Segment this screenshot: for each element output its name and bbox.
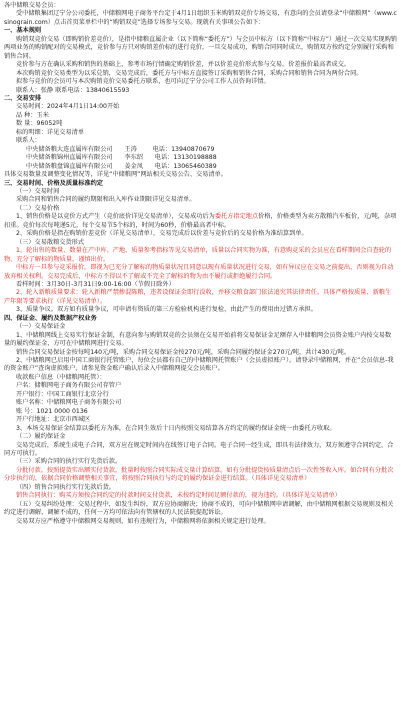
deposit-paragraph-1: 1、中储粮网线上交易实行保证金制，有意向参与购销双竞的会员须在交易开始前将交易保证金足额存入中储粮网会员资金账户内按交易数量的履约保证金，方可在中储粮网进行交易。 xyxy=(4,331,392,348)
new-grain-requirement: 2、轮入新粮质量要求：轮入新粮严禁掺混陈粮，违者设保证金即行没收，并移交粮食部门依法追究其法律责任。具体严格按质量、新粮生产年限等要求执行（详见交易清单）。 xyxy=(4,289,392,305)
delivery-paragraph-2: 中标方一旦参与竞采报价，即视为已充分了解标的物质量状况且同意以现有质量状况进行交易，如有异议应在交易之前提出，否则视为自动放弃相关权利。交易完成后，中标方不得以不了解或不完全了解标的物为由不履行或拒绝履行合同。 xyxy=(4,264,394,280)
company-contact-row: 中央储备粮锦州直属库有限公司 李东绍 电话：13130198888 xyxy=(26,154,217,162)
trade-quantity: 数 量：96052吨 xyxy=(16,120,63,128)
subsection-trade-time: （一）交易时间 xyxy=(16,187,60,195)
dispute-paragraph: （五）交易纠纷处理：交易过程中，如发生纠纷，双方应协商解决；协商不成的，可向中储粮网申请调解，由中储粮网根据交易规则及相关约定进行调解，调解不成的，任何一方均可依法向有管辖权的人民法院提起诉讼。 xyxy=(4,500,394,517)
subsection-purchase-execution: （三）采购合同的执行实行先货后款。 xyxy=(16,458,122,466)
price-text-a: 1、销售价格是以竞价方式产生（竞价底价详见交易清单），交易成功后为 xyxy=(16,213,215,221)
trade-variety: 品 种：玉米 xyxy=(16,111,49,119)
deposit-paragraph-4: 3、本场交易保证金结算以委托方为准，在合同生效后十日内按照交易结算各方约定的履约保证金统一由委托方收取。 xyxy=(16,424,336,432)
section-3-heading: 三、交易时间、价格及质量标准约定 xyxy=(4,179,103,187)
quality-dispute: 3、质量争议。双方如有质量争议，可申请有资质的第三方检验机构进行复检，由此产生的费用由过错方承担。 xyxy=(16,306,317,314)
company-contact-row: 中央储备粮盘锦直属库有限公司 姜金凤 电话：13065460389 xyxy=(26,162,217,170)
rule-paragraph-4: 拟参与竞价的会员可与本次购销竞价交易委托方联系，也可向辽宁分公司工作人员咨询详情。 xyxy=(16,78,270,86)
bank-account-name: 账户名称：中储粮网电子商务有限公司 xyxy=(16,399,122,407)
subsection-performance-bond: （二）履约保证金 xyxy=(16,433,66,441)
subsection-delivery: （三）交易散粮交货形式 xyxy=(16,238,85,246)
section-4-heading: 四、保证金、履约及数据产权业务 xyxy=(4,314,97,322)
delivery-paragraph-1: 1、轮出售的数量、数量在产中库、产地、质量参考指标等见交易清单，质量以合同实物为准，有意购竞采的会员应在看样期间会自查轮的物，充分了解标的物质量，谨慎出价。 xyxy=(4,247,392,263)
trade-list: 标的明细：详见交易清单 xyxy=(16,128,85,136)
intro-paragraph: 受中储粮集团辽宁分公司委托，中储粮网电子商务平台定于4月1日组织玉米购销双竞价专场交易，有意向的会员请登录“中储粮网”（www.csinograin.com）点击首页菜单栏中的“购销双竞”选择专场参与交易。现就有关事项公告如下： xyxy=(4,10,397,26)
price-text-b: 价格，价格类型为卖方散粮汽车板价，元/吨，杂项扣重。竞价每次每吨递5元，每个交易节5个标的，时间为60秒，价格最高者中标。 xyxy=(4,213,397,229)
sample-viewing-time: 看样时间：3月30日-3月31日9:00-16:00（节假日除外） xyxy=(16,280,175,288)
bank-info-title: 收款账户信息（中储粮网托管）： xyxy=(16,373,106,381)
bank-name: 开户银行：中国工商银行北京分行 xyxy=(16,390,109,398)
trade-time: 交易时间：2024年4月1日14:00开始 xyxy=(16,103,120,111)
bank-address: 开户行地址：北京市西城区 xyxy=(16,416,91,424)
contact-line: 联系人：张静 联系电话：13840615593 xyxy=(16,86,130,94)
rule-paragraph-3: 本次购销竞价交易类型为以采兑销，交易完成后，委托方与中标方直接签订采购和销售合同，采购合同和销售合同为两份合同。 xyxy=(16,69,363,77)
rule-paragraph-2: 竞价参与方在确认采购和销售的基础上，参考市场行情确定购销价差，并以价差竞价形式参与交易，价差报价最高者成交。 xyxy=(16,61,351,69)
contacts-label: 联系人： xyxy=(16,137,41,145)
trade-time-body: 采购合同和销售合同的履约期限和出入库作业期限详见交易清单。 xyxy=(16,196,196,204)
deposit-paragraph-2: 销售合同交易保证金按每吨140元/吨，采购合同交易保证金按270元/吨，采购合同履约保证金270元/吨，共计430元/吨。 xyxy=(16,348,351,356)
price-paragraph-1 xyxy=(4,213,397,230)
subsection-deposit: （一）交易保证金 xyxy=(16,323,66,331)
performance-paragraph: 交易完成后，系统生成电子合同，双方应在规定时间内在线签订电子合同。电子合同一经生成，即具有法律效力，双方须遵守合同约定，合同方可执行。 xyxy=(4,441,394,458)
trade-note: 具体交易数量及调整变化情况等，详见“中储粮网”网站相关交易公告、交易清单。 xyxy=(4,171,227,179)
price-highlight: 委托方指定地点 xyxy=(214,213,259,221)
deposit-paragraph-3: 2、中储粮网已启用中国工商银行托管账户，每位会员都有自己的中储粮网托管账户（会员虚拟账户）。请登录中储粮网，并在“会员信息-我的资金账户”查询虚拟账户，请参见资金账户确认后录入中储粮网提交会员账户。 xyxy=(4,357,394,373)
bank-account-holder: 户名：储粮网电子商务有限公司存管户 xyxy=(16,382,122,390)
purchase-execution-body: 分批付款。按照提货实出额实付货款，批量时按照合同实际成交量计算结算。如有分批提货按质量清点后一次性签收入库。如合同有分批次分步执行的，依据合同价格调整相关事宜，将按照合同执行与约定的履约保证金进行结算。（具体详见交易清单） xyxy=(4,466,394,483)
subsection-trade-price: （二）交易价格 xyxy=(16,204,60,212)
greeting: 各中储粮交易会员： xyxy=(4,2,60,9)
subsection-sales-execution: （四）销售合同执行实行先款后货。 xyxy=(16,483,115,491)
section-1-heading: 一、基本规则 xyxy=(4,27,42,35)
section-2-heading: 二、交易安排 xyxy=(4,94,42,102)
rules-paragraph: 交易双方应严格遵守中储粮网交易规则，如有违规行为，中储粮网将依据相关规定进行处理。 xyxy=(16,517,270,525)
sales-execution-body: 销售合同执行：购买方须按合同约定的付款时间支付货款，未按约定时间足额付款的，视为违约。（具体详见交易清单） xyxy=(16,492,341,500)
price-paragraph-2: 2、采购价格是指在购销价差竞价（详见交易清单），交易完成后以价差与竞价后的交易价格为准结算到单。 xyxy=(16,230,308,238)
bank-account-number: 账 号：1021 0000 0136 xyxy=(16,407,88,415)
company-contact-row: 中央储备粮大连直属库有限公司 王涛 电话：13940870679 xyxy=(26,145,215,153)
rule-paragraph-1: 购销双竞价交易（即购销价差竞价），是指中储粮直属企业（以下简称“委托方”）与会员中标方（以下简称“中标方”）通过一次交易实现购销两项业务的购销配对的交易模式，竞价参与方只对购销差价标的进行竞价，一旦交易成功，购销合同同时成立，购销双方按约定分别履行采购和销售合同。 xyxy=(4,35,397,60)
